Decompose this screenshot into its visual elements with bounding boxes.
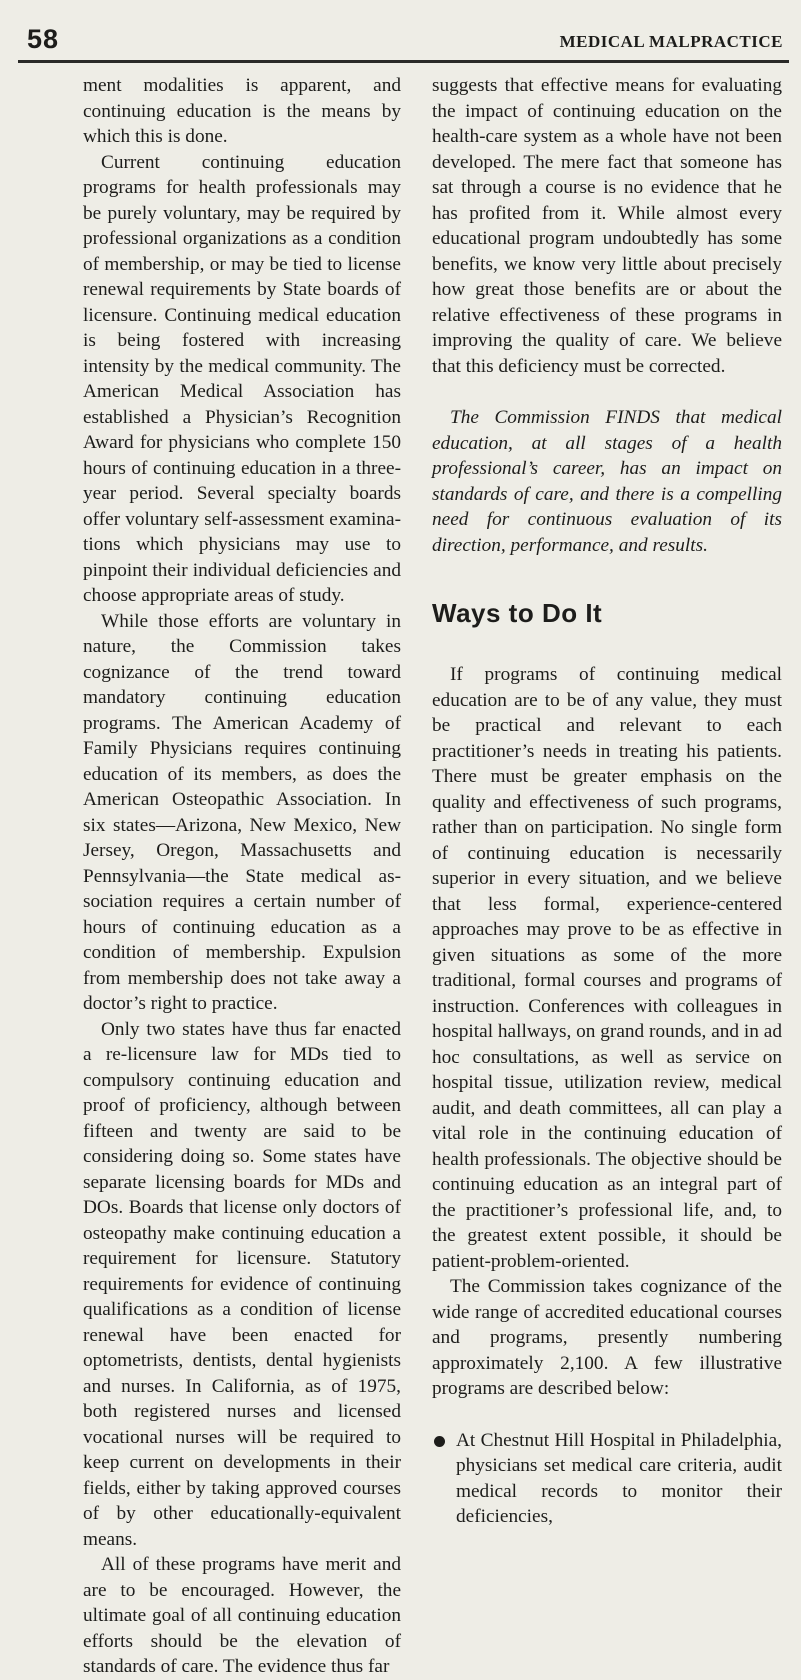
paragraph: Only two states have thus far enacted a re-licensure law for MDs tied to compulsory continuing education and proof of proficiency, although between fifteen and twenty are said to be considering doing so. Some states have separate licensing boards for MDs and DOs. Boards that license only doctors of osteopathy make continuing education a requirement for licensure. Statutory requirements for evidence of continuing qualifications as a condition of license renewal have been enacted for optometrists, dentists, dental hygienists and nurses. In California, as of 1975, both registered nurses and licensed vocational nurses will be required to keep current on developments in their fields, either by taking approved courses of by other educationally-equivalent means. [83,1018,401,1550]
commission-finding: The Commission FINDS that medical education, at all stages of a health professional’s career, has an impact on standards of care, and there is a compelling need for continuous evaluation of its direction, performance, and results. [432,407,782,556]
list-item [432,1428,782,1530]
page-number: 58 [27,24,60,54]
paragraph: ment modalities is apparent, and continuing education is the means by which this is done. [83,75,401,147]
running-head: MEDICAL MALPRACTICE [559,32,783,51]
paragraph: While those efforts are voluntary in nature, the Commission takes cognizance of the trend toward mandatory continuing education programs. The American Academy of Family Physicians requires continuing education of its members, as does the American Osteopathic Association. In six states—Arizona, New Mexico, New Jersey, Oregon, Massachusetts and Pennsylvania—the State medical association requires a certain number of hours of continuing education as a condition of membership. Expulsion from membership does not take away a doctor’s right to practice. [83,610,401,1014]
list-item-text: At Chestnut Hill Hospital in Philadelphia, physicians set medical care criteria, audit medical records to monitor their deficiencies, [456,1429,782,1527]
section-heading: Ways to Do It [432,598,603,628]
paragraph: The Commission takes cognizance of the wide range of accredited educational courses and programs, presently numbering approximately 2,100. A few illustrative programs are described below: [432,1276,782,1399]
header-rule [18,60,789,63]
paragraph: Current continuing education programs for health professionals may be purely voluntary, may be required by professional organizations as a condition of membership, or may be tied to license renewal requirements by State boards of licensure. Continuing medical education is being fostered with increasing intensity by the medical community. The American Medical Association has established a Physician’s Recognition Award for physicians who complete 150 hours of continuing education in a three-year period. Several specialty boards offer voluntary self-assessment examinations which physicians may use to pinpoint their individual deficiencies and choose appropriate areas of study. [83,151,401,606]
paragraph: If programs of continuing medical education are to be of any value, they must be practical and relevant to each practitioner’s needs in treating his patients. There must be greater emphasis on the quality and effectiveness of such programs, rather than on participation. No single form of continuing education is necessarily superior in every situation, and we believe that less formal, experience-centered approaches may prove to be as effective in given situations as some of the more traditional, formal courses and programs of instruction. Conferences with colleagues in hospital hallways, on grand rounds, and in ad hoc consultations, as well as service on hospital tissue, utilization review, medical audit, and death committees, all can play a vital role in the continuing education of health professionals. The objective should be continuing education as an integral part of the practitioner’s professional life, and, to the greatest extent possible, it should be patient-problem-oriented. [432,664,782,1272]
paragraph: All of these programs have merit and are to be encouraged. However, the ultimate goal of all continuing education efforts should be the elevation of standards of care. The evidence thus far [83,1554,401,1677]
left-column [83,73,401,1680]
right-column [432,73,782,1530]
bullet-icon [434,1436,445,1447]
page-header [27,24,783,58]
paragraph: suggests that effective means for evaluating the impact of continuing education on the health-care system as a whole have not been developed. The mere fact that someone has sat through a course is no evidence that he has profited from it. While almost every educational program undoubtedly has some benefits, we know very little about precisely how great those benefits are or about the relative effectiveness of these programs in improving the quality of care. We believe that this deficiency must be corrected. [432,75,782,377]
